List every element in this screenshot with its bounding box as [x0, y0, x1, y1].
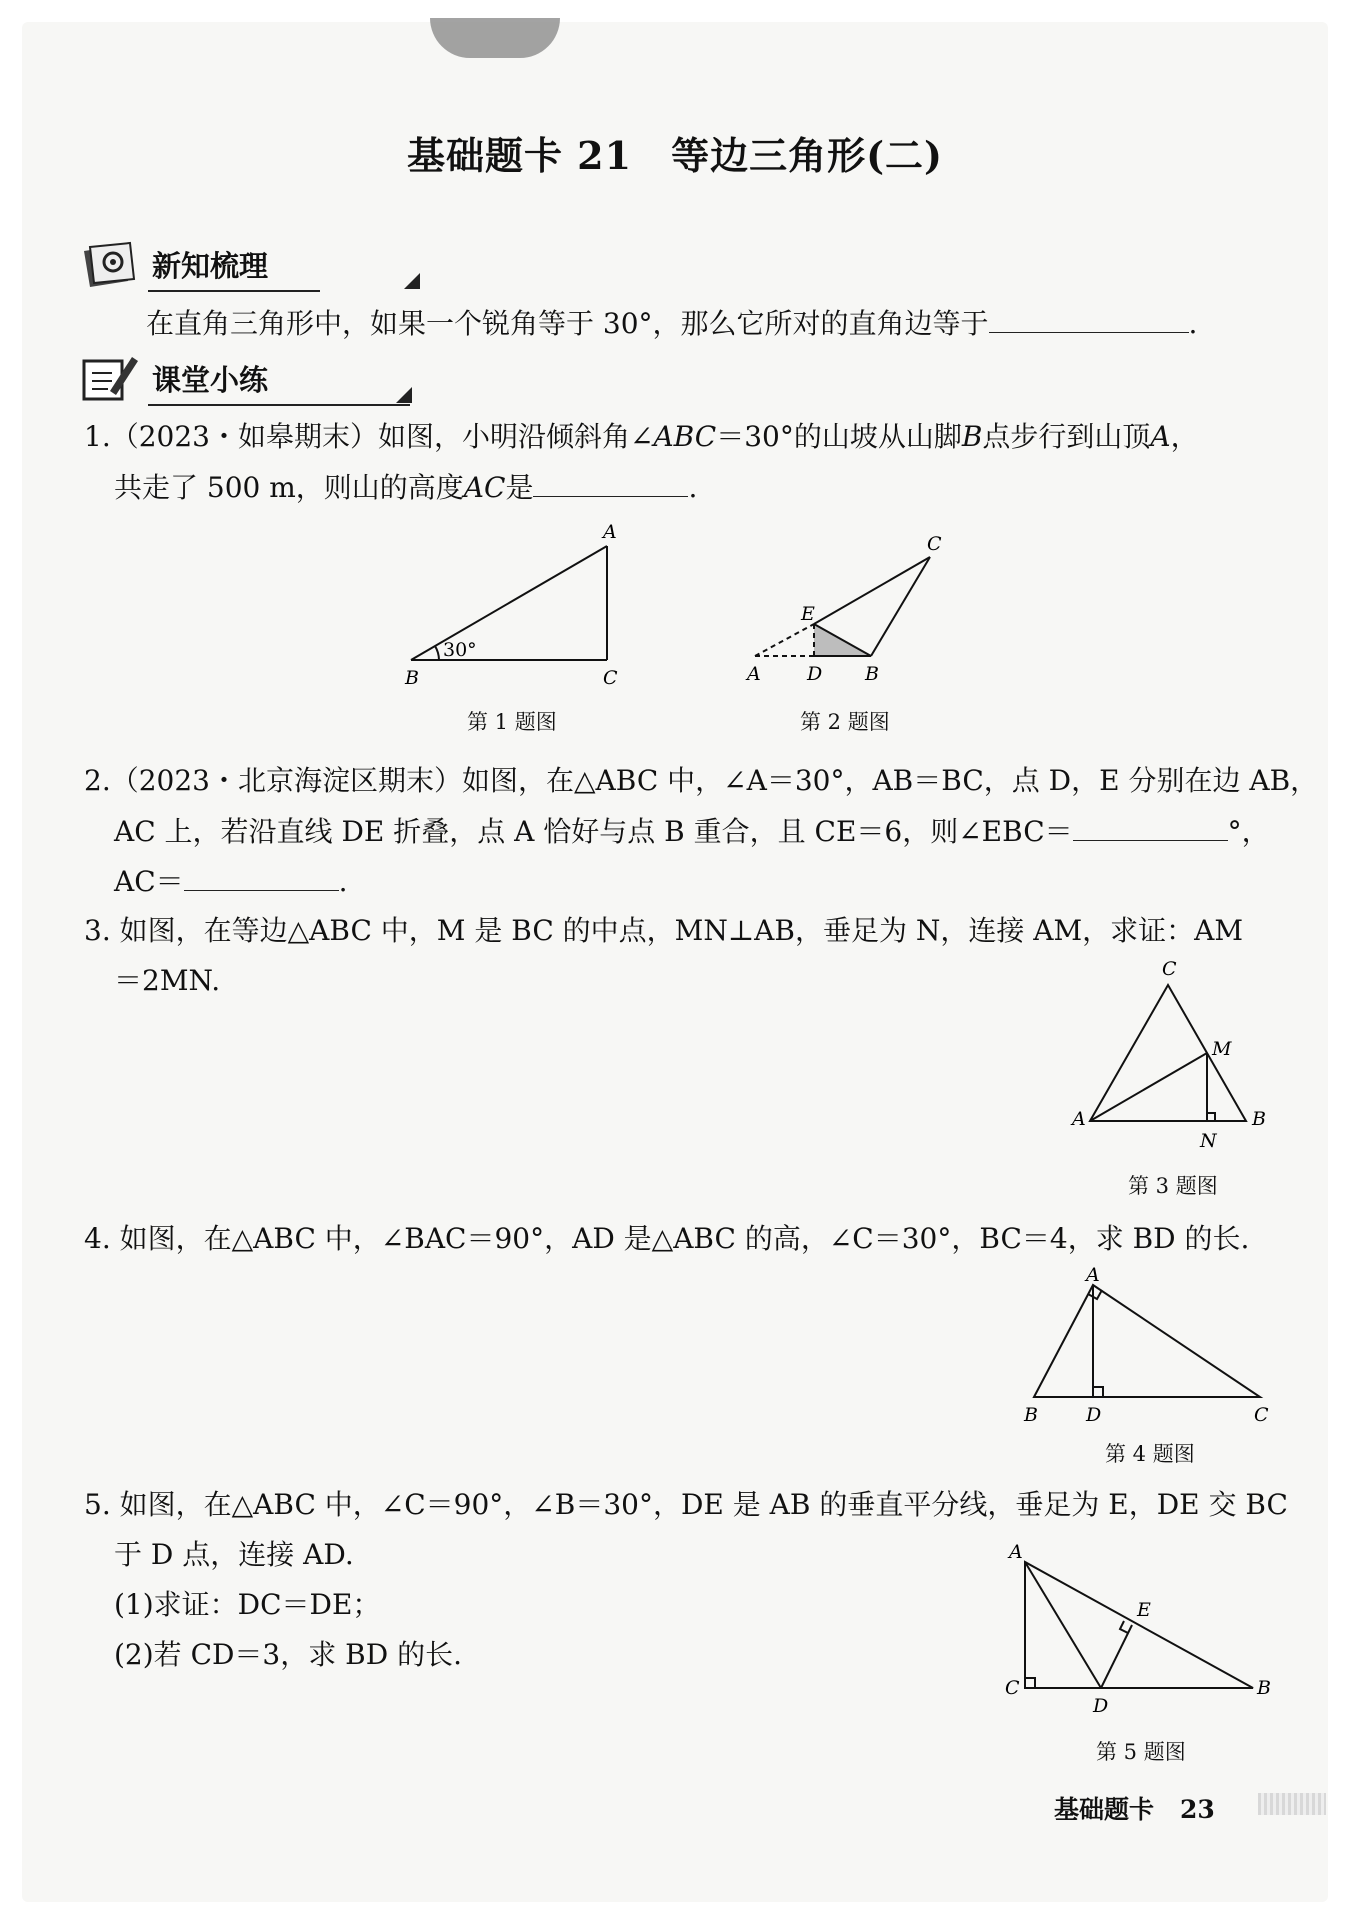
caption-figure-5: 第 5 题图 — [1096, 1740, 1186, 1764]
question-3-line-1: 3. 如图，在等边△ABC 中，M 是 BC 的中点，MN⊥AB，垂足为 N，连接 AM，求证：AM — [84, 914, 1244, 947]
fig1-label-a: A — [603, 521, 617, 543]
figure-4 — [1020, 1265, 1280, 1425]
page-footer — [1054, 1790, 1215, 1826]
fig4-label-d: D — [1086, 1404, 1102, 1425]
fig4-label-b: B — [1024, 1404, 1038, 1425]
fig3-label-c: C — [1162, 958, 1177, 980]
fig4-label-a: A — [1086, 1265, 1100, 1286]
fig5-label-e: E — [1137, 1599, 1151, 1621]
question-2-line-2: AC 上，若沿直线 DE 折叠，点 A 恰好与点 B 重合，且 CE＝6，则∠EBC＝ °， — [114, 806, 1270, 857]
figure-1 — [395, 520, 635, 690]
fig3-label-n: N — [1200, 1130, 1217, 1152]
fig5-label-d: D — [1093, 1695, 1109, 1717]
footer-label: 基础题卡 — [1054, 1795, 1155, 1824]
answer-blank[interactable] — [989, 298, 1189, 333]
question-1-line-1: 1.（2023・如皋期末）如图，小明沿倾斜角∠ABC＝30°的山坡从山脚B点步行到山顶A， — [84, 420, 1199, 453]
fig5-label-b: B — [1257, 1677, 1271, 1699]
question-5-part-2: (2)若 CD＝3，求 BD 的长. — [114, 1638, 462, 1671]
fig2-label-e: E — [801, 603, 815, 625]
section-label-classroom: 课堂小练 — [152, 362, 269, 397]
page-title: 基础题卡 21 等边三角形(二) — [406, 133, 944, 178]
question-5-part-1: (1)求证：DC＝DE； — [114, 1588, 381, 1621]
answer-blank[interactable] — [533, 462, 688, 497]
fig3-label-b: B — [1252, 1108, 1266, 1130]
fig1-label-b: B — [405, 667, 419, 689]
figure-3 — [1060, 955, 1280, 1155]
fig2-label-c: C — [927, 533, 942, 555]
fig1-angle-label: 30° — [443, 639, 477, 661]
fig4-label-c: C — [1254, 1404, 1269, 1425]
question-5-line-1: 5. 如图，在△ABC 中，∠C＝90°，∠B＝30°，DE 是 AB 的垂直平分线，垂足为 E，DE 交 BC — [84, 1488, 1288, 1521]
caption-figure-3: 第 3 题图 — [1128, 1174, 1218, 1198]
section-label-new-knowledge: 新知梳理 — [152, 248, 269, 283]
page-number: 23 — [1180, 1795, 1215, 1824]
question-4-line-1: 4. 如图，在△ABC 中，∠BAC＝90°，AD 是△ABC 的高，∠C＝30°，BC＝4，求 BD 的长. — [84, 1222, 1250, 1255]
figure-2 — [735, 520, 955, 690]
binding-tab-mark — [430, 18, 560, 58]
question-5-line-2: 于 D 点，连接 AD. — [114, 1538, 354, 1571]
fig2-label-b: B — [865, 663, 879, 685]
figure-5 — [995, 1532, 1285, 1722]
fig3-label-m: M — [1212, 1038, 1232, 1060]
footer-decoration — [1258, 1793, 1326, 1815]
section-new-knowledge — [80, 236, 340, 292]
caption-figure-2: 第 2 题图 — [800, 710, 890, 734]
question-2-line-1: 2.（2023・北京海淀区期末）如图，在△ABC 中，∠A＝30°，AB＝BC，点 D，E 分别在边 AB， — [84, 764, 1319, 797]
question-3-line-2: ＝2MN. — [114, 964, 221, 997]
caption-figure-1: 第 1 题图 — [467, 710, 557, 734]
knowledge-statement: 在直角三角形中，如果一个锐角等于 30°，那么它所对的直角边等于 . — [146, 298, 1197, 349]
pencil-notebook-icon — [80, 351, 142, 405]
question-1-line-2: 共走了 500 m，则山的高度AC是 . — [114, 462, 697, 513]
fig5-label-a: A — [1009, 1541, 1023, 1563]
notebook-camera-icon — [80, 237, 142, 291]
fig5-label-c: C — [1005, 1677, 1020, 1699]
question-2-line-3: AC＝ . — [114, 856, 348, 907]
fig1-label-c: C — [603, 667, 618, 689]
section-classroom-practice — [80, 350, 340, 406]
caption-figure-4: 第 4 题图 — [1105, 1442, 1195, 1466]
fig3-label-a: A — [1072, 1108, 1086, 1130]
fig2-label-d: D — [807, 663, 823, 685]
answer-blank[interactable] — [1073, 806, 1228, 841]
answer-blank[interactable] — [184, 856, 339, 891]
fig2-label-a: A — [747, 663, 761, 685]
